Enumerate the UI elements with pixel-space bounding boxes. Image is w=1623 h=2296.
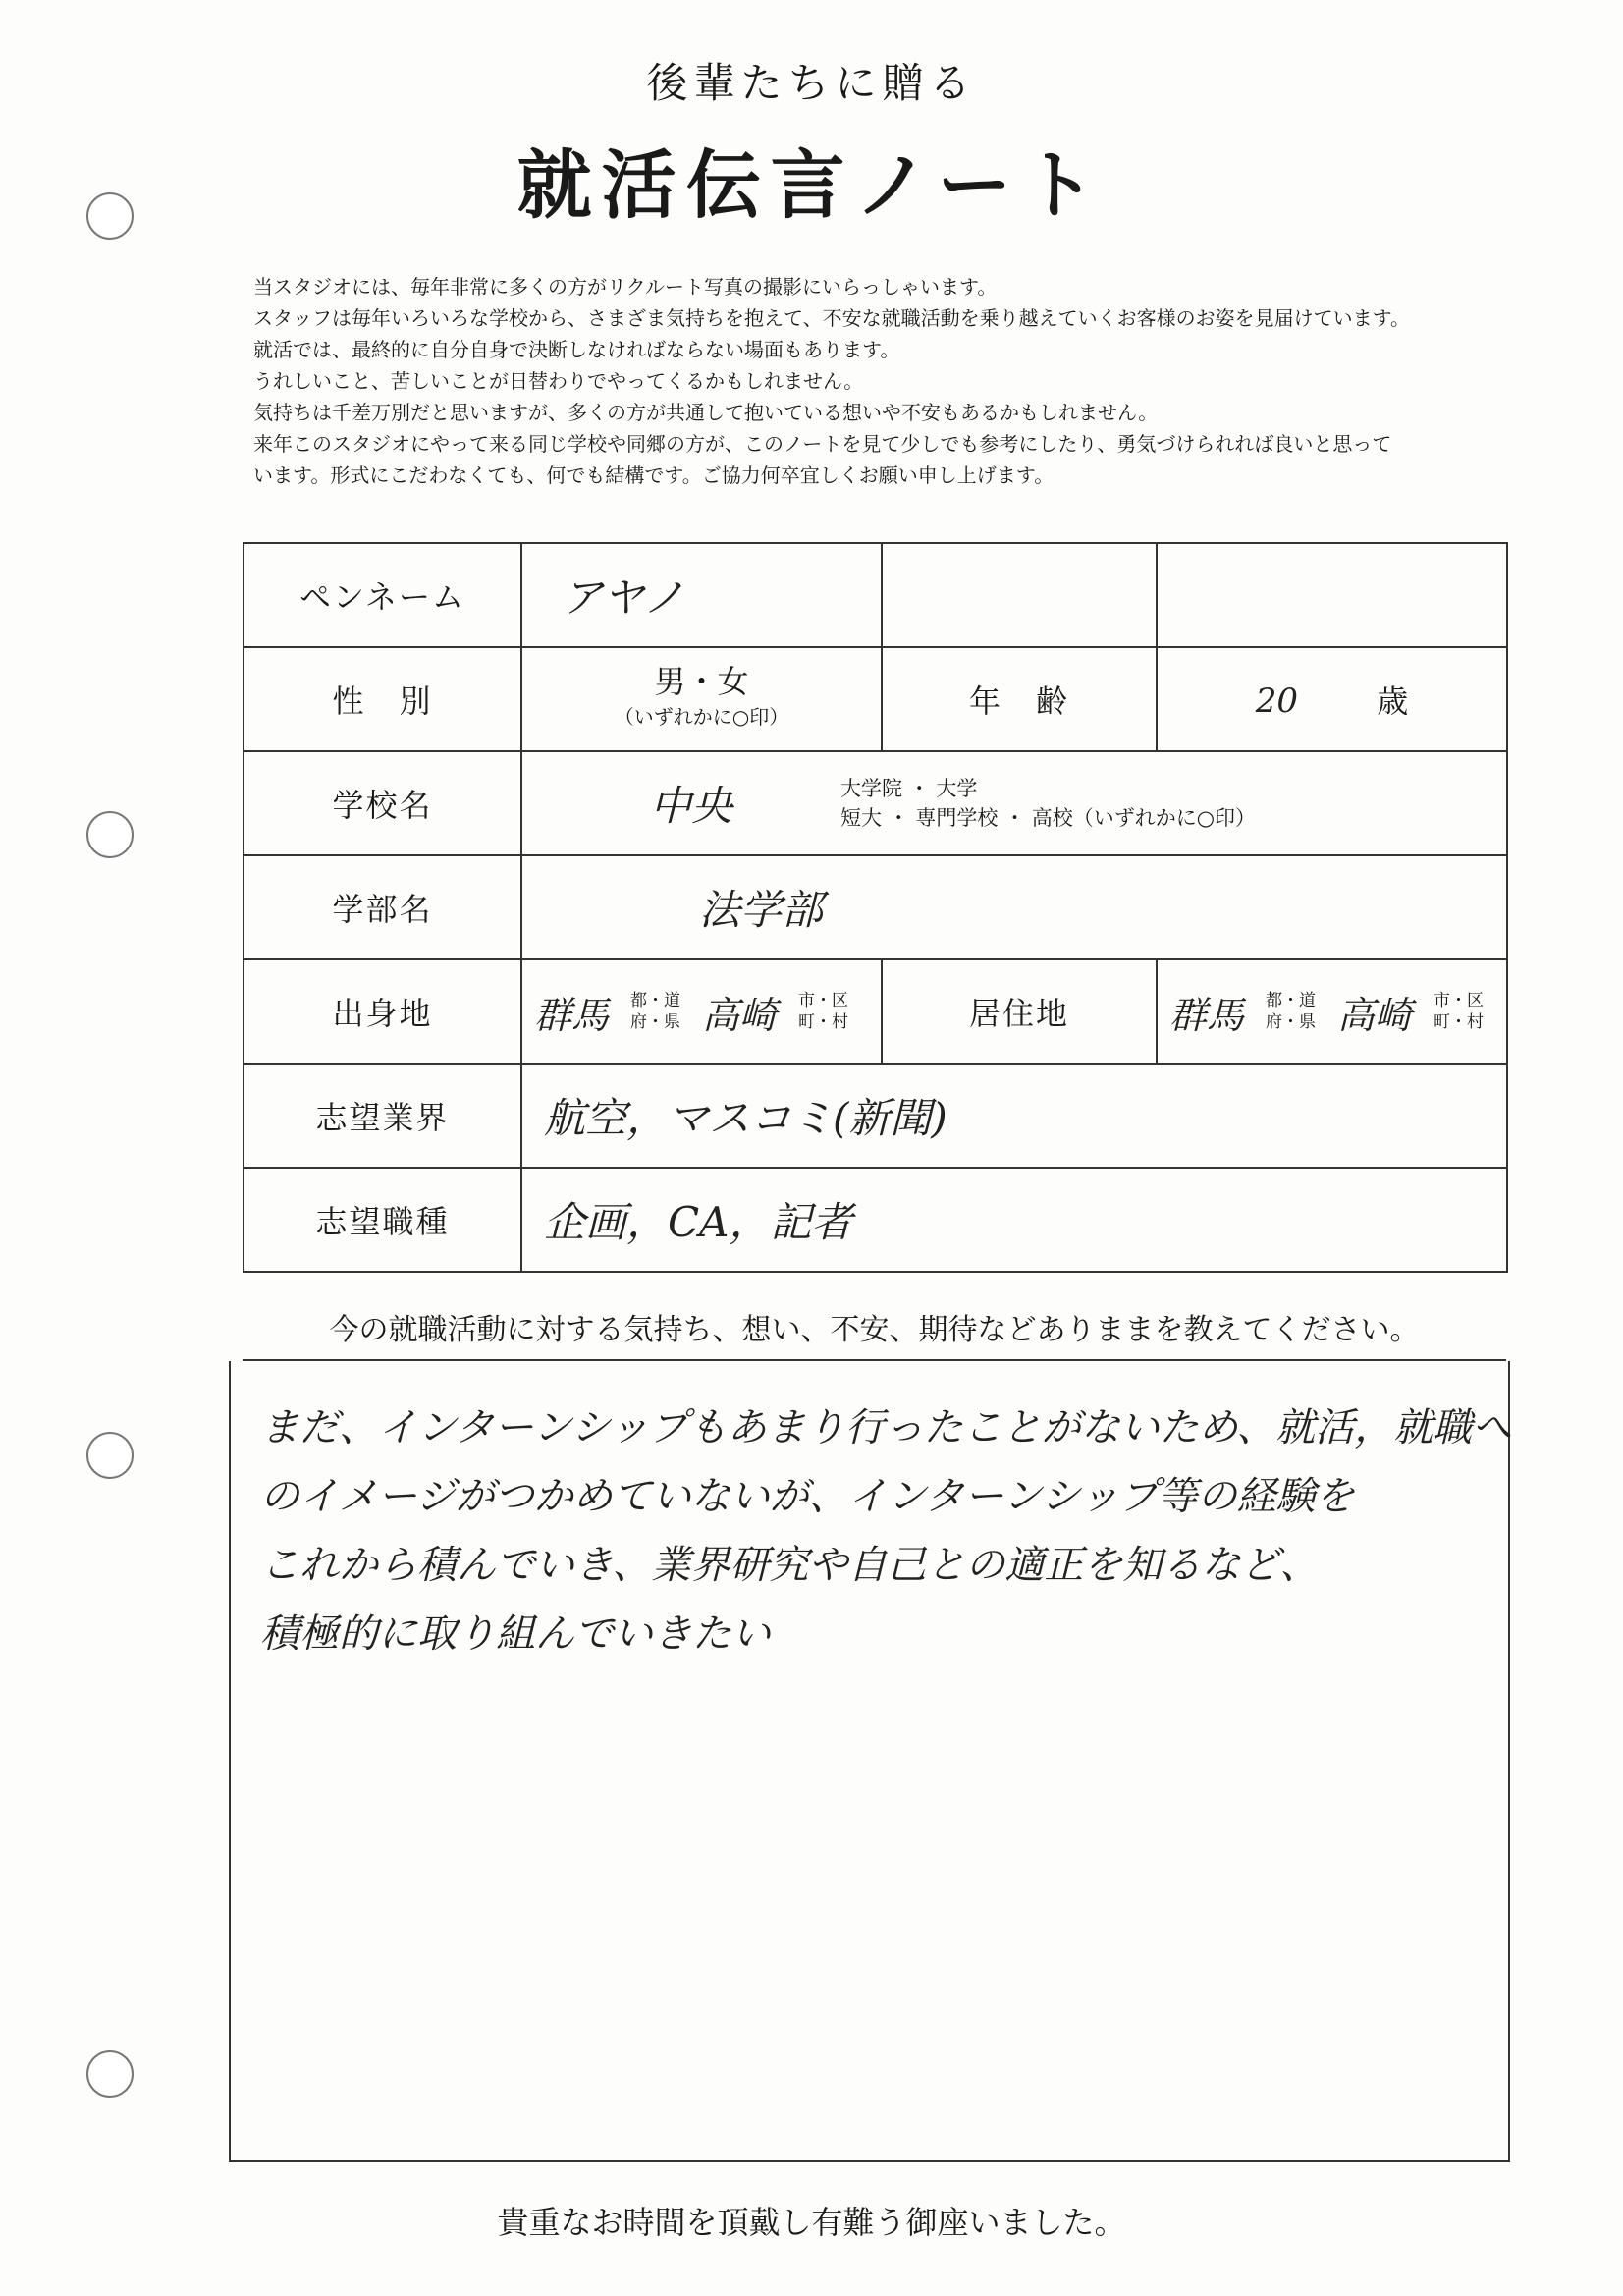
faculty-value: 法学部 [699, 886, 824, 934]
answer-line: のイメージがつかめていないが、インターンシップ等の経験を [260, 1474, 1355, 1519]
school-types-line: 短大 ・ 専門学校 ・ 高校（いずれかに○印） [840, 806, 1257, 830]
intro-line: うれしいこと、苦しいことが日替わりでやってくるかもしれません。 [253, 369, 864, 393]
job-field[interactable] [521, 1168, 1507, 1272]
hometown-pref: 群馬 [534, 993, 610, 1037]
answer-box[interactable] [229, 1361, 1510, 2162]
answer-line: これから積んでいき、業界研究や自己との適正を知るなど、 [260, 1543, 1320, 1588]
intro-line: 来年このスタジオにやって来る同じ学校や同郷の方が、このノートを見て少しでも参考にしたり、勇気づけられれば良いと思って [253, 432, 1392, 456]
age-field[interactable] [1157, 647, 1507, 751]
faculty-field[interactable] [521, 855, 1507, 959]
residence-field[interactable] [1157, 959, 1507, 1064]
school-field[interactable] [521, 751, 1507, 855]
gender-options: 男・女 [654, 663, 749, 700]
school-types [840, 774, 1256, 833]
intro-line: スタッフは毎年いろいろな学校から、さまざま気持ちを抱えて、不安な就職活動を乗り越えていくお客様のお姿を見届けています。 [253, 306, 1410, 330]
punch-hole [86, 1432, 134, 1479]
age-unit: 歳 [1377, 683, 1409, 720]
subtitle: 後輩たちに贈る [646, 59, 977, 107]
school-label: 学校名 [243, 751, 521, 855]
hometown-city: 高崎 [702, 993, 778, 1037]
age-value: 20 [1255, 682, 1299, 721]
intro-line: 気持ちは千差万別だと思いますが、多くの方が共通して抱いている想いや不安もあるかもしれません。 [253, 401, 1159, 424]
answer-line: 積極的に取り組んでいきたい [260, 1612, 771, 1657]
page-title: 就活伝言ノート [516, 141, 1107, 229]
city-suffix-line: 町・村 [1434, 1012, 1485, 1032]
job-label: 志望職種 [243, 1168, 521, 1272]
location-row [243, 959, 1507, 1064]
school-value: 中央 [650, 782, 733, 830]
job-value: 企画，CA，記者 [544, 1198, 853, 1246]
gender-field[interactable] [521, 647, 882, 751]
residence-pref: 群馬 [1169, 993, 1245, 1037]
pref-suffix-line: 府・県 [1266, 1012, 1317, 1032]
blank-cell [1157, 543, 1507, 647]
faculty-row [243, 855, 1507, 959]
hometown-label: 出身地 [243, 959, 521, 1064]
gender-age-row [243, 647, 1507, 751]
city-suffix-line: 市・区 [798, 991, 849, 1011]
residence-city: 高崎 [1337, 993, 1413, 1037]
pen-name-value-cell[interactable] [521, 543, 882, 647]
pen-name-value: アヤノ [562, 574, 685, 622]
city-suffix [1434, 990, 1484, 1033]
industry-row [243, 1064, 1507, 1168]
city-suffix [798, 990, 848, 1033]
pref-suffix [630, 990, 680, 1033]
residence-label: 居住地 [882, 959, 1157, 1064]
answer-line: まだ、インターンシップもあまり行ったことがないため、就活，就職へ [260, 1405, 1512, 1450]
pref-suffix-line: 都・道 [630, 991, 681, 1011]
job-row [243, 1168, 1507, 1272]
question-prompt: 今の就職活動に対する気持ち、想い、不安、期待などありままを教えてください。 [243, 1302, 1506, 1361]
school-row [243, 751, 1507, 855]
industry-label: 志望業界 [243, 1064, 521, 1168]
intro-text [253, 271, 1598, 491]
pref-suffix [1266, 990, 1316, 1033]
punch-hole [86, 811, 134, 858]
blank-cell [882, 543, 1157, 647]
intro-line: 就活では、最終的に自分自身で決断しなければならない場面もあります。 [253, 338, 900, 361]
gender-label: 性 別 [243, 647, 521, 751]
pen-name-label: ペンネーム [243, 543, 521, 647]
punch-hole [86, 2050, 134, 2098]
industry-field[interactable] [521, 1064, 1507, 1168]
hometown-field[interactable] [521, 959, 882, 1064]
age-label: 年 齢 [882, 647, 1157, 751]
gender-note: （いずれかに○印） [614, 705, 789, 729]
school-types-line: 大学院 ・ 大学 [840, 777, 978, 800]
intro-line: 当スタジオには、毎年非常に多くの方がリクルート写真の撮影にいらっしゃいます。 [253, 275, 998, 299]
city-suffix-line: 町・村 [798, 1012, 849, 1032]
profile-form [243, 542, 1508, 1273]
pref-suffix-line: 都・道 [1266, 991, 1317, 1011]
intro-line: います。形式にこだわなくても、何でも結構です。ご協力何卒宜しくお願い申し上げます。 [253, 464, 1055, 487]
city-suffix-line: 市・区 [1434, 991, 1485, 1011]
pen-name-row [243, 543, 1507, 647]
industry-value: 航空，マスコミ(新聞) [544, 1094, 947, 1142]
pref-suffix-line: 府・県 [630, 1012, 681, 1032]
faculty-label: 学部名 [243, 855, 521, 959]
footer-thanks: 貴重なお時間を頂戴し有難う御座いました。 [497, 2204, 1126, 2241]
